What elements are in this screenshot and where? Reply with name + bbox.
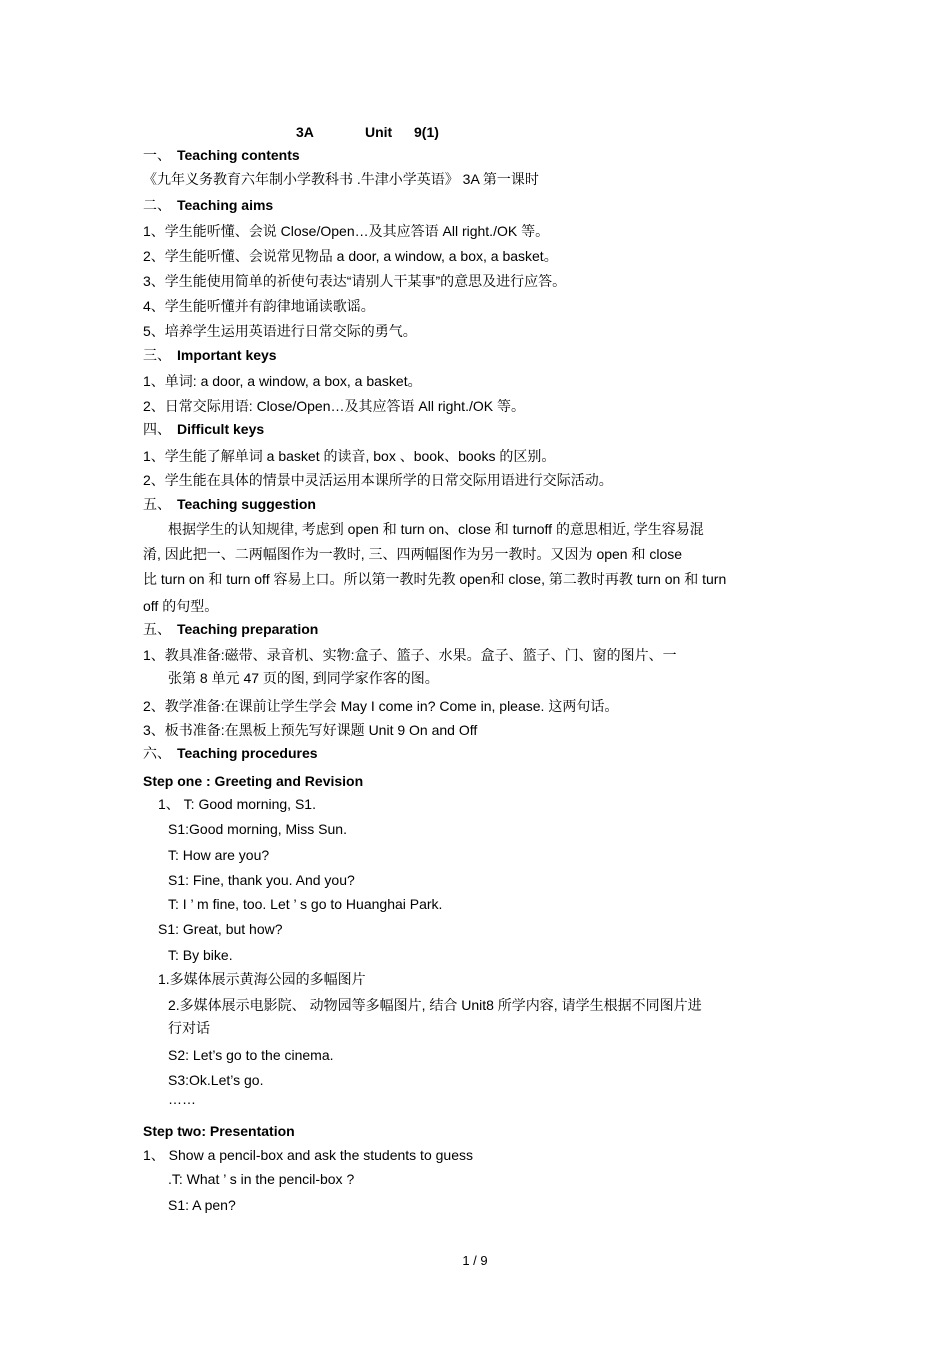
keys-item: 2、日常交际用语: Close/Open…及其应答语 All right./OK 等。 (143, 398, 525, 414)
step-two-line: S1: A pen? (168, 1197, 236, 1213)
keys-item: 1、单词: a door, a window, a box, a basket。 (143, 373, 422, 389)
step-one-line: T: I ’ m fine, too. Let ’ s go to Huanghai Park. (168, 896, 443, 912)
preparation-item: 2、教学准备:在课前让学生学会 May I come in? Come in, please. 这两句话。 (143, 698, 619, 714)
difficult-item: 2、学生能在具体的情景中灵活运用本课所学的日常交际用语进行交际活动。 (143, 472, 613, 488)
step-one-line: 1.多媒体展示黄海公园的多幅图片 (158, 971, 366, 987)
step-one-line: S3:Ok.Let’s go. (168, 1072, 264, 1088)
step-one-line: T: By bike. (168, 947, 233, 963)
section-heading-contents: Teaching contents (177, 147, 300, 163)
section-num-contents: 一、 (143, 147, 171, 163)
preparation-item: 1、教具准备:磁带、录音机、实物:盒子、篮子、水果。盒子、篮子、门、窗的图片、一 (143, 647, 677, 663)
step-one-line: S1:Good morning, Miss Sun. (168, 821, 347, 837)
step-one-line: 1、 T: Good morning, S1. (158, 796, 316, 812)
suggestion-line: 根据学生的认知规律, 考虑到 open 和 turn on、close 和 turnoff 的意思相近, 学生容易混 (168, 521, 704, 537)
step-one-line: 行对话 (168, 1020, 210, 1036)
section-num-suggestion: 五、 (143, 496, 171, 512)
section-num-difficult: 四、 (143, 421, 171, 437)
step-one-line: …… (168, 1091, 196, 1107)
aims-item: 4、学生能听懂并有韵律地诵读歌谣。 (143, 298, 375, 314)
section-heading-keys: Important keys (177, 347, 277, 363)
title-grade: 3A (296, 124, 314, 140)
aims-item: 2、学生能听懂、会说常见物品 a door, a window, a box, a basket。 (143, 248, 558, 264)
step-one-line: T: How are you? (168, 847, 270, 863)
section-num-aims: 二、 (143, 197, 171, 213)
section-num-keys: 三、 (143, 347, 171, 363)
step-two-heading: Step two: Presentation (143, 1123, 295, 1139)
preparation-item: 3、板书准备:在黑板上预先写好课题 Unit 9 On and Off (143, 722, 478, 738)
section-heading-suggestion: Teaching suggestion (177, 496, 316, 512)
step-one-line: S1: Great, but how? (158, 921, 283, 937)
section-num-preparation: 五、 (143, 621, 171, 637)
aims-item: 3、学生能使用简单的祈使句表达“请别人干某事”的意思及进行应答。 (143, 273, 567, 289)
step-one-heading: Step one : Greeting and Revision (143, 773, 364, 789)
step-two-line: 1、 Show a pencil-box and ask the students to guess (143, 1147, 473, 1163)
step-one-line: S2: Let’s go to the cinema. (168, 1047, 334, 1063)
title-number: 9(1) (414, 124, 439, 140)
suggestion-line: 淆, 因此把一、二两幅图作为一教时, 三、四两幅图作为另一教时。又因为 open 和 close (143, 546, 683, 562)
difficult-item: 1、学生能了解单词 a basket 的读音, box 、book、books 的区别。 (143, 448, 556, 464)
step-one-line: 2.多媒体展示电影院、 动物园等多幅图片, 结合 Unit8 所学内容, 请学生根据不同图片进 (168, 997, 702, 1013)
section-heading-difficult: Difficult keys (177, 421, 265, 437)
contents-line: 《九年义务教育六年制小学教科书 .牛津小学英语》 3A 第一课时 (143, 171, 539, 187)
preparation-item: 张第 8 单元 47 页的图, 到同学家作客的图。 (168, 670, 439, 686)
page-number: 1 / 9 (462, 1253, 488, 1268)
suggestion-line: 比 turn on 和 turn off 容易上口。所以第一教时先教 open和 close, 第二教时再教 turn on 和 turn (143, 571, 727, 587)
section-heading-preparation: Teaching preparation (177, 621, 319, 637)
aims-item: 5、培养学生运用英语进行日常交际的勇气。 (143, 323, 417, 339)
section-heading-aims: Teaching aims (177, 197, 274, 213)
step-two-line: .T: What ’ s in the pencil-box ? (168, 1171, 355, 1187)
step-one-line: S1: Fine, thank you. And you? (168, 872, 355, 888)
section-heading-procedures: Teaching procedures (177, 745, 318, 761)
aims-item: 1、学生能听懂、会说 Close/Open…及其应答语 All right./OK 等。 (143, 223, 550, 239)
suggestion-line: off 的句型。 (143, 598, 219, 614)
title-unit: Unit (365, 124, 393, 140)
section-num-procedures: 六、 (143, 745, 171, 761)
